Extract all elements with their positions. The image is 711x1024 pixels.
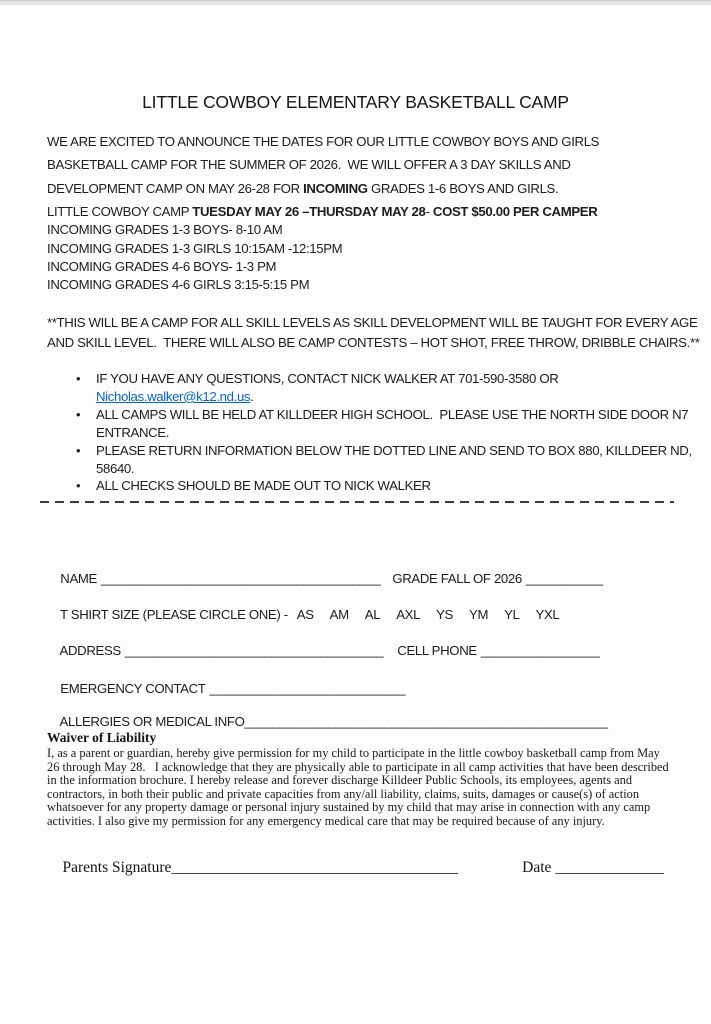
page-top-edge	[0, 0, 711, 5]
skill-note-line-2: AND SKILL LEVEL. THERE WILL ALSO BE CAMP CONTESTS – HOT SHOT, FREE THROW, DRIBBLE CHAIRS.**	[47, 334, 700, 350]
schedule-dates-bold: TUESDAY MAY 26 –THURSDAY MAY 28	[192, 204, 426, 219]
info-bullet-list	[47, 370, 692, 495]
size-option-as: AS	[296, 607, 314, 622]
intro-line-2: BASKETBALL CAMP FOR THE SUMMER OF 2026. WE WILL OFFER A 3 DAY SKILLS AND	[47, 157, 571, 173]
email-period: .	[250, 388, 254, 404]
schedule-grades-4-6-boys: INCOMING GRADES 4-6 BOYS- 1-3 PM	[47, 258, 277, 274]
bullet-location-line-2: ENTRANCE.	[96, 424, 170, 440]
schedule-header	[47, 203, 597, 221]
address-label: ADDRESS	[59, 643, 121, 658]
waiver-heading: Waiver of Liability	[47, 730, 157, 745]
schedule-cost-bold: COST $50.00 PER CAMPER	[432, 204, 598, 219]
page-title: LITTLE COWBOY ELEMENTARY BASKETBALL CAMP	[142, 92, 569, 112]
intro-line-3-post: GRADES 1-6 BOYS AND GIRLS.	[367, 180, 559, 196]
bullet-marker: •	[76, 478, 81, 494]
size-option-yxl: YXL	[535, 607, 560, 622]
camp-schedule	[47, 203, 597, 294]
bullet-marker: •	[76, 371, 81, 386]
schedule-grades-4-6-girls: INCOMING GRADES 4-6 GIRLS 3:15-5:15 PM	[47, 277, 310, 293]
emergency-contact-label: EMERGENCY CONTACT	[60, 681, 206, 696]
size-option-axl: AXL	[396, 607, 421, 622]
name-label: NAME	[60, 571, 97, 586]
bullet-mail-in	[47, 442, 692, 478]
tshirt-label: T SHIRT SIZE (PLEASE CIRCLE ONE) -	[60, 607, 288, 622]
grade-label: GRADE FALL OF 2026	[392, 571, 522, 586]
size-option-al: AL	[364, 607, 381, 622]
schedule-grades-1-3-boys: INCOMING GRADES 1-3 BOYS- 8-10 AM	[47, 222, 283, 238]
bullet-checks	[47, 477, 692, 495]
intro-paragraph	[47, 130, 599, 200]
bullet-location-line-1: ALL CAMPS WILL BE HELD AT KILLDEER HIGH SCHOOL. PLEASE USE THE NORTH SIDE DOOR N7	[96, 406, 689, 422]
date-label: Date	[522, 859, 556, 876]
bullet-mail-line-2: 58640.	[96, 460, 135, 476]
bullet-marker: •	[76, 442, 81, 458]
intro-line-1: WE ARE EXCITED TO ANNOUNCE THE DATES FOR OUR LITTLE COWBOY BOYS AND GIRLS	[47, 134, 600, 149]
allergies-blank-line: ____________________________________________________	[244, 714, 608, 729]
name-blank-line: ________________________________________	[100, 571, 381, 586]
address-blank-line: _____________________________________	[124, 643, 384, 658]
schedule-header-sep: -	[425, 204, 433, 219]
bullet-contact-line-1: IF YOU HAVE ANY QUESTIONS, CONTACT NICK WALKER AT 701-590-3580 OR	[96, 371, 559, 386]
skill-level-note	[47, 313, 700, 352]
grade-blank-line: ___________	[525, 571, 603, 586]
bullet-location	[47, 406, 692, 442]
allergies-label: ALLERGIES OR MEDICAL INFO	[59, 714, 245, 729]
bullet-marker: •	[76, 406, 81, 422]
intro-incoming-bold: INCOMING	[303, 180, 368, 196]
schedule-header-pre: LITTLE COWBOY CAMP	[47, 204, 193, 219]
parents-signature-label: Parents Signature	[62, 859, 172, 876]
cell-phone-blank-line: _________________	[480, 643, 600, 658]
emergency-contact-blank-line: ____________________________	[209, 681, 406, 696]
size-option-am: AM	[329, 607, 349, 622]
bullet-contact-line-2	[96, 388, 692, 406]
signature-row	[47, 841, 664, 895]
date-blank-line: ______________	[555, 859, 664, 876]
bullet-mail-line-1: PLEASE RETURN INFORMATION BELOW THE DOTTED LINE AND SEND TO BOX 880, KILLDEER ND,	[96, 442, 692, 458]
dotted-cut-line	[40, 501, 674, 503]
bullet-checks-line-1: ALL CHECKS SHOULD BE MADE OUT TO NICK WALKER	[96, 478, 431, 494]
parents-signature-blank-line: _____________________________________	[171, 859, 459, 876]
intro-line-3	[47, 177, 599, 200]
bullet-contact	[47, 370, 692, 406]
intro-line-3-pre: DEVELOPMENT CAMP ON MAY 26-28 FOR	[47, 180, 304, 196]
size-option-ym: YM	[469, 607, 489, 622]
waiver-body-text: I, as a parent or guardian, hereby give permission for my child to participate in the little cowboy basketball camp from May 26 through May 28. I acknowledge that they are physically able to participate in all camp activities that have been described in the information brochure. I hereby release and forever discharge Killdeer Public Schools, its employees, agents and contractors, in both their public and private capacities from any/all liability, claims, suits, damages or cause(s) of action whatsoever for any property damage or personal injury sustained by my child that may arise in connection with any camp activities. I also give my permission for any emergency medical care that may be required because of any injury.	[47, 746, 672, 828]
cell-phone-label: CELL PHONE	[397, 643, 477, 658]
skill-note-line-1: **THIS WILL BE A CAMP FOR ALL SKILL LEVELS AS SKILL DEVELOPMENT WILL BE TAUGHT FOR EVERY AGE	[47, 315, 698, 330]
size-option-ys: YS	[436, 607, 453, 622]
size-option-yl: YL	[504, 607, 520, 622]
schedule-grades-1-3-girls: INCOMING GRADES 1-3 GIRLS 10:15AM -12:15PM	[47, 240, 343, 256]
email-link[interactable]: Nicholas.walker@k12.nd.us	[96, 388, 251, 404]
